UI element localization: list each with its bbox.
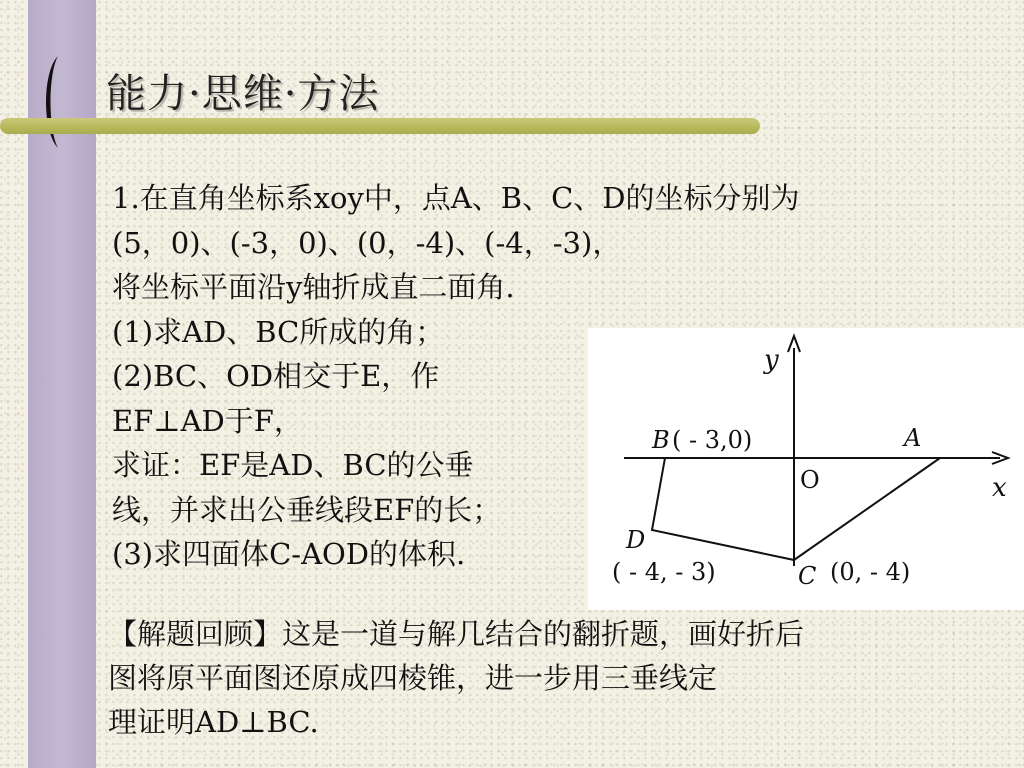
point-b-coord: ( - 3,0): [672, 426, 753, 454]
problem-line: (2)BC、OD相交于E，作: [112, 359, 440, 393]
y-axis-label: y: [764, 345, 779, 375]
point-b-label: B: [652, 426, 670, 454]
fold-polygon: [652, 458, 940, 560]
problem-line: 线，并求出公垂线段EF的长；: [112, 492, 502, 527]
problem-line: EF⊥AD于F，: [112, 403, 303, 438]
bracket-ornament-icon: [36, 52, 66, 152]
title-underline-bar: [0, 118, 760, 134]
x-axis-label: x: [992, 473, 1007, 503]
problem-line: 求证：EF是AD、BC的公垂: [112, 448, 474, 482]
coordinate-diagram: [588, 328, 1024, 610]
coordinate-figure: [588, 328, 1024, 610]
problem-line: (5，0)、(-3，0)、(0，-4)、(-4，-3)，: [112, 225, 622, 260]
point-c-label: C: [798, 562, 817, 590]
problem-line: 将坐标平面沿y轴折成直二面角.: [112, 270, 515, 304]
point-a-label: A: [904, 424, 922, 452]
problem-line: (3)求四面体C-AOD的体积.: [112, 537, 466, 571]
review-text: [108, 612, 804, 744]
problem-line: (1)求AD、BC所成的角；: [112, 314, 445, 349]
review-line: 【解题回顾】这是一道与解几结合的翻折题，画好折后: [108, 617, 805, 651]
review-line: 图将原平面图还原成四棱锥，进一步用三垂线定: [108, 661, 718, 695]
point-c-coord: (0, - 4): [830, 558, 911, 586]
point-d-label: D: [626, 526, 646, 554]
page-title: 能力·思维·方法: [106, 71, 380, 117]
review-line: 理证明AD⊥BC.: [108, 705, 319, 739]
problem-line: 1.在直角坐标系xoy中，点A、B、C、D的坐标分别为: [112, 181, 800, 215]
point-d-coord: ( - 4, - 3): [612, 558, 716, 586]
origin-label: O: [800, 466, 820, 494]
